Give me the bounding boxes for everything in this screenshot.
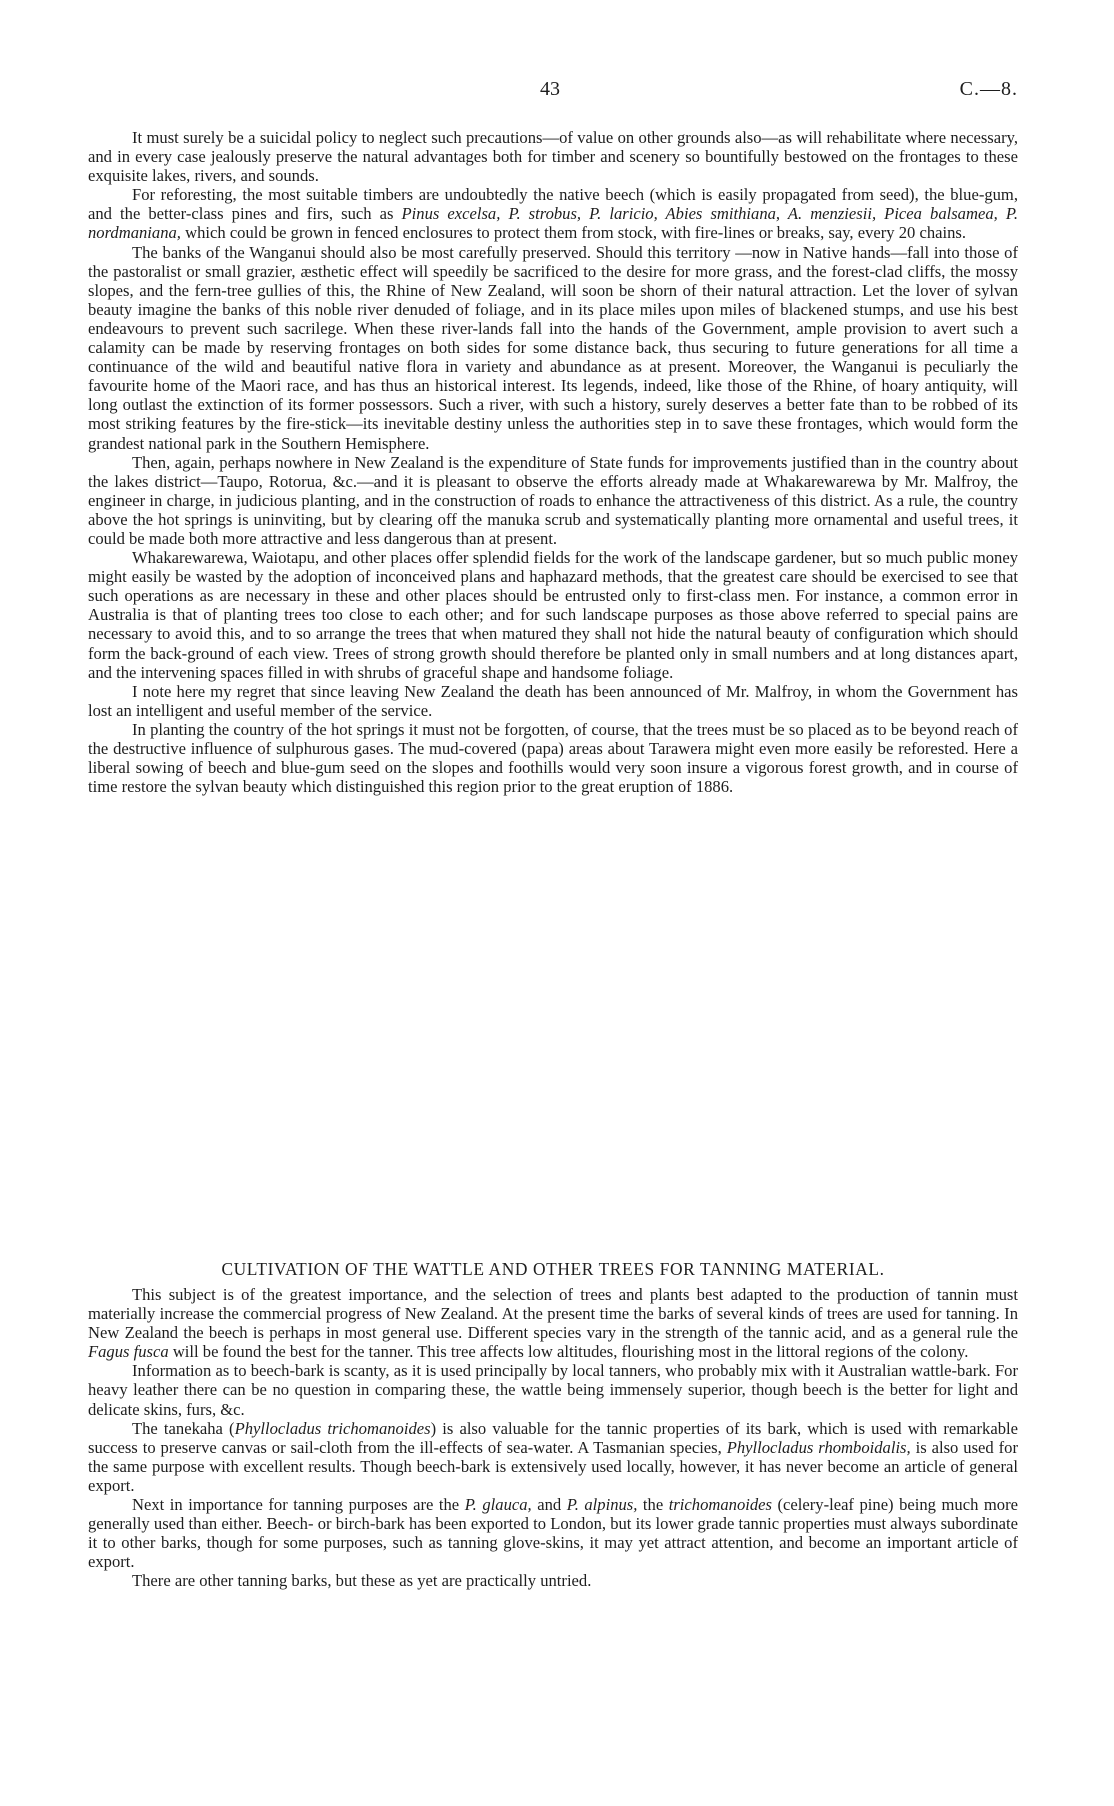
species-name: Phyllocladus trichomanoides <box>234 1418 431 1438</box>
species-name: trichomanoides <box>668 1495 772 1515</box>
species-name: P. glauca, <box>464 1495 532 1515</box>
species-name: P. alpinus, <box>566 1495 638 1515</box>
paragraph: In planting the country of the hot springs it must not be forgotten, of course, that the trees must be so placed as to be beyond reach of the destructive influence of sulphurous gases. The mud-covered (papa) areas about Tarawera might even more easily be reforested. Here a liberal sowing of beech and blue-gum seed on the slopes and foothills would very soon insure a vigorous forest growth, and in course of time restore the sylvan beauty which distinguished this region prior to the great eruption of 1886. <box>88 719 1018 797</box>
paragraph: Next in importance for tanning purposes are the P. glauca, and P. alpinus, the trichomanoides (celery-leaf pine) being much more generally used than either. Beech- or birch-bark has been exported to London, but its lower grade tannic properties must always subordinate it to other barks, though for some purposes, such as tanning glove-skins, it may yet attract attention, and become an important article of export. <box>88 1495 1018 1572</box>
document-page <box>88 0 1018 1806</box>
paragraph: Information as to beech-bark is scanty, as it is used principally by local tanners, who probably mix with it Australian wattle-bark. For heavy leather there can be no question in comparing these, the wattle being immensely superior, though beech is the better for light and delicate skins, furs, &c. <box>88 1361 1018 1419</box>
paragraph: It must surely be a suicidal policy to neglect such precautions—of value on other grounds also—as will rehabilitate where necessary, and in every case jealously preserve the natural advantages both for timber and scenery so bountifully bestowed on the frontages to these exquisite lakes, rivers, and sounds. <box>88 128 1018 186</box>
page-number: 43 <box>540 78 560 100</box>
section-heading: CULTIVATION OF THE WATTLE AND OTHER TREES FOR TANNING MATERIAL. <box>221 1259 885 1279</box>
paragraph: Then, again, perhaps nowhere in New Zealand is the expenditure of State funds for improvements justified than in the country about the lakes district—Taupo, Rotorua, &c.—and it is pleasant to observe the efforts already made at Whakarewarewa by Mr. Malfroy, the engineer in charge, in judicious planting, and in the construction of roads to enhance the attractiveness of this district. As a rule, the country above the hot springs is uninviting, but by clearing off the manuka scrub and systematically planting more ornamental and useful trees, it could be made both more attractive and less dangerous than at present. <box>88 452 1018 548</box>
section-body-tanning <box>88 1285 1018 1591</box>
species-name: Phyllocladus rhomboidalis, <box>726 1437 911 1457</box>
paragraph: This subject is of the greatest importance, and the selection of trees and plants best adapted to the production of tannin must materially increase the commercial progress of New Zealand. At the present time the barks of several kinds of trees are used for tanning. In New Zealand the beech is perhaps in most general use. Different species vary in the strength of the tannic acid, and as a general rule the Fagus fusca will be found the best for the tanner. This tree affects low altitudes, flourishing most in the littoral regions of the colony. <box>88 1285 1018 1362</box>
paragraph: For reforesting, the most suitable timbers are undoubtedly the native beech (which is easily propagated from seed), the blue-gum, and the better-class pines and firs, such as Pinus excelsa, P. strobus, P. laricio, Abies smithiana, A. menziesii, Picea balsamea, P. nordmaniana, which could be grown in fenced enclosures to protect them from stock, with fire-lines or breaks, say, every 20 chains. <box>88 185 1018 243</box>
paragraph: The banks of the Wanganui should also be most carefully preserved. Should this territory —now in Native hands—fall into those of the pastoralist or small grazier, æsthetic effect will speedily be sacrificed to the desire for more grass, and the forest-clad cliffs, the mossy slopes, and the fern-tree gullies of this, the Rhine of New Zealand, will soon be shorn of their natural attraction. Let the lover of sylvan beauty imagine the banks of this noble river denuded of foliage, and in its place miles upon miles of blackened stumps, and use his best endeavours to prevent such sacrilege. When these river-lands fall into the hands of the Government, ample provision to avert such a calamity can be made by reserving frontages on both sides for some distance back, thus securing to future generations for all time a continuance of the wild and beautiful native flora in variety and abundance as at present. Moreover, the Wanganui is peculiarly the favourite home of the Maori race, and has thus an historical interest. Its legends, indeed, like those of the Rhine, of hoary antiquity, will long outlast the extinction of its former possessors. Such a river, with such a history, surely deserves a better fate than to be robbed of its most striking features by the fire-stick—its inevitable destiny unless the authorities step in to save these frontages, which would form the grandest national park in the Southern Hemisphere. <box>88 242 1018 453</box>
paragraph: There are other tanning barks, but these as yet are practically untried. <box>132 1571 592 1591</box>
paragraph: The tanekaha (Phyllocladus trichomanoides) is also valuable for the tannic properties of its bark, which is used with remarkable success to preserve canvas or sail-cloth from the ill-effects of sea-water. A Tasmanian species, Phyllocladus rhomboidalis, is also used for the same purpose with excellent results. Though beech-bark is extensively used locally, however, it has never become an article of general export. <box>88 1418 1018 1495</box>
paragraph: Whakarewarewa, Waiotapu, and other places offer splendid fields for the work of the landscape gardener, but so much public money might easily be wasted by the adoption of inconceived plans and haphazard methods, that the greatest care should be exercised to see that such operations as are necessary in these and other places should be entrusted only to first-class men. For instance, a common error in Australia is that of planting trees too close to each other; and for such landscape purposes as those above referred to special pains are necessary to avoid this, and to so arrange the trees that when matured they shall not hide the natural beauty of configuration which should form the back-ground of each view. Trees of strong growth should therefore be planted only in small numbers and at long distances apart, and the intervening spaces filled in with shrubs of graceful shape and handsome foliage. <box>88 548 1018 682</box>
species-name: Fagus fusca <box>88 1342 169 1362</box>
species-names: Pinus excelsa, P. strobus, P. laricio, Abies smithiana, A. menziesii, Picea balsamea, P. nordmaniana, <box>88 204 1018 243</box>
page-header <box>88 78 1018 102</box>
document-reference: C.—8. <box>959 78 1018 100</box>
paragraph: I note here my regret that since leaving New Zealand the death has been announced of Mr. Malfroy, in whom the Government has lost an intelligent and useful member of the service. <box>88 681 1018 720</box>
section-body-reforesting <box>88 128 1018 796</box>
